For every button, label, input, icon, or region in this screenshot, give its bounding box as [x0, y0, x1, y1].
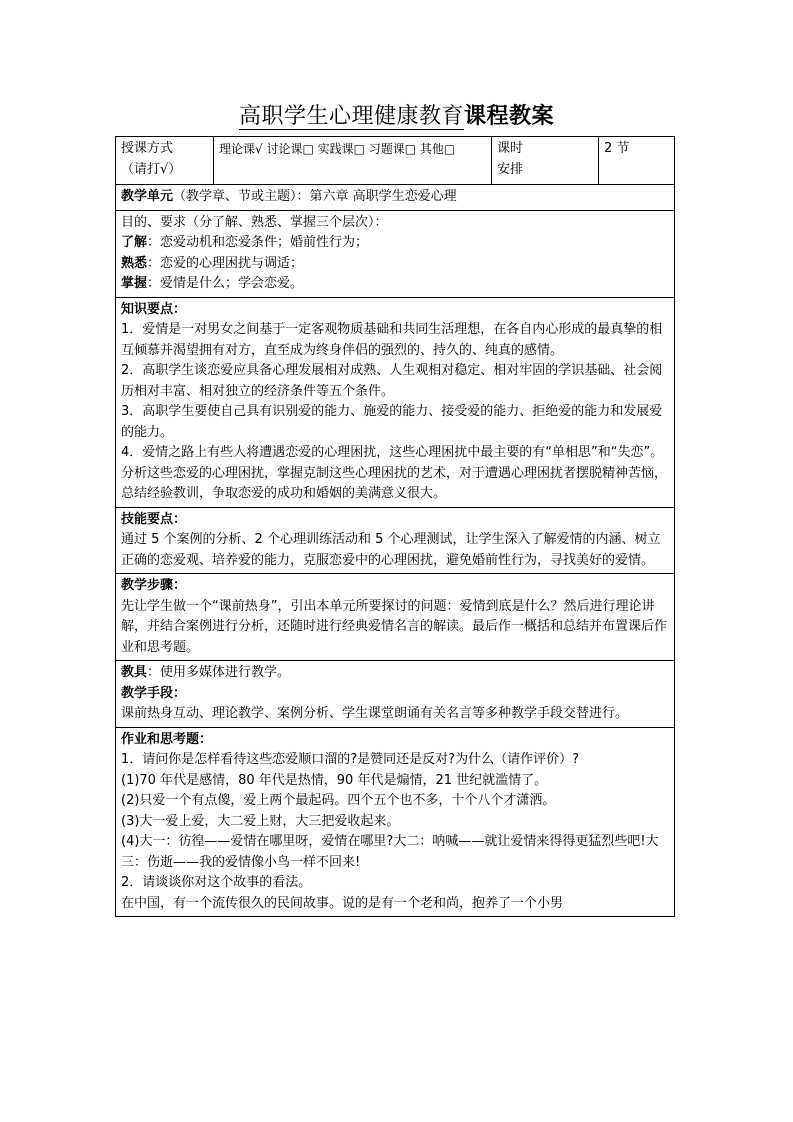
goal-understand-label: 了解	[121, 235, 148, 250]
teaching-mode-label-cell	[116, 137, 214, 185]
tools-row	[116, 661, 675, 728]
means-label: 教学手段：	[121, 685, 187, 701]
title-part-plan: 课程教案	[464, 104, 555, 129]
goals-row	[116, 210, 675, 297]
tools-cell	[116, 661, 675, 728]
goal-understand	[121, 233, 669, 254]
homework-line: 在中国，有一个流传很久的民间故事。说的是有一个老和尚，抱养了一个小男	[121, 895, 564, 911]
tools-text: ：使用多媒体进行教学。	[147, 665, 291, 680]
teaching-mode-hint: （请打√）	[121, 161, 182, 177]
skills-row	[116, 507, 675, 574]
class-hours-label-cell	[492, 137, 599, 185]
knowledge-row	[116, 297, 675, 507]
teaching-mode-row	[116, 137, 675, 185]
goals-intro: 目的、要求（分了解、熟悉、掌握三个层次）：	[121, 214, 388, 230]
teaching-unit-text: （教学章、节或主题）：第六章 高职学生恋爱心理	[173, 189, 457, 204]
tools-line	[121, 663, 669, 684]
teaching-mode-options-cell	[214, 137, 492, 185]
homework-cell	[116, 727, 675, 917]
teaching-mode-options: 理论课√ 讨论课□ 实践课□ 习题课□ 其他□	[219, 142, 456, 156]
goal-familiar-text: ：恋爱的心理困扰与调适；	[147, 255, 304, 271]
knowledge-item: 3．高职学生要使自己具有识别爱的能力、施爱的能力、接受爱的能力、拒绝爱的能力和发展爱的能力。	[121, 404, 663, 440]
homework-line: (3)大一爱上爱，大二爱上财，大三把爱收起来。	[121, 813, 400, 829]
teaching-unit-label: 教学单元	[121, 189, 174, 204]
knowledge-label: 知识要点：	[121, 301, 187, 317]
title-part-course: 高职学生心理健康教育	[238, 104, 464, 129]
teaching-unit-row	[116, 185, 675, 211]
teaching-mode-label: 授课方式	[121, 141, 174, 156]
goal-master-label: 掌握	[121, 276, 148, 291]
goal-master-text: ：爱情是什么；学会恋爱。	[147, 276, 304, 291]
knowledge-item: 2．高职学生谈恋爱应具备心理发展相对成熟、人生观相对稳定、相对牢固的学识基础、社会阅历相对丰富、相对独立的经济条件等五个条件。	[121, 363, 663, 399]
skills-text: 通过 5 个案例的分析、2 个心理训练活动和 5 个心理测试，让学生深入了解爱情的内涵、树立正确的恋爱观、培养爱的能力，克服恋爱中的心理困扰，避免婚前性行为，寻找美好的爱情。	[121, 532, 661, 568]
steps-row	[116, 574, 675, 661]
homework-line: (2)只爱一个有点傻，爱上两个最起码。四个五个也不多，十个八个才潇洒。	[121, 793, 556, 808]
homework-line: 1．请问你是怎样看待这些恋爱顺口溜的?是赞同还是反对?为什么（请作评价）?	[121, 752, 579, 767]
homework-line: (1)70 年代是感情，80 年代是热情，90 年代是煽情，21 世纪就滥情了。	[121, 772, 548, 788]
skills-cell	[116, 507, 675, 574]
lesson-plan-table	[115, 136, 675, 917]
goal-familiar	[121, 254, 669, 275]
homework-row	[116, 727, 675, 917]
knowledge-item: 4．爱情之路上有些人将遭遇恋爱的心理困扰，这些心理困扰中最主要的有“单相思”和“失恋”。分析这些恋爱的心理困扰，掌握克制这些心理困扰的艺术，对于遭遇心理困扰者摆脱精神苦恼，总结经验教训，争取恋爱的成功和婚姻的美满意义很大。	[121, 445, 668, 501]
class-hours-value-cell	[599, 137, 675, 185]
goals-cell	[116, 210, 675, 297]
knowledge-cell	[116, 297, 675, 507]
knowledge-item: 1．爱情是一对男女之间基于一定客观物质基础和共同生活理想，在各自内心形成的最真挚的相互倾慕并渴望拥有对方，直至成为终身伴侣的强烈的、持久的、纯真的感情。	[121, 322, 663, 358]
class-hours-value: 2 节	[604, 141, 630, 156]
page-title	[0, 100, 793, 134]
steps-label: 教学步骤：	[121, 578, 187, 593]
goal-familiar-label: 熟悉	[121, 255, 148, 271]
goal-understand-text: ：恋爱动机和恋爱条件；婚前性行为；	[147, 235, 369, 250]
homework-label: 作业和思考题：	[121, 731, 213, 747]
homework-line: (4)大一：彷徨——爱情在哪里呀，爱情在哪里?大二：呐喊——就让爱情来得得更猛烈些吧!大三：伤逝——我的爱情像小鸟一样不回来!	[121, 834, 659, 870]
steps-text: 先让学生做一个“课前热身”，引出本单元所要探讨的问题：爱情到底是什么？然后进行理论讲解，并结合案例进行分析，还随时进行经典爱情名言的解读。最后作一概括和总结并布置课后作业和思考题。	[121, 598, 668, 655]
goal-master	[121, 274, 669, 295]
class-hours-label-1: 课时	[497, 141, 524, 156]
teaching-unit-cell	[116, 185, 675, 211]
steps-cell	[116, 574, 675, 661]
class-hours-label-2: 安排	[497, 161, 524, 177]
means-text: 课前热身互动、理论教学、案例分析、学生课堂朗诵有关名言等多种教学手段交替进行。	[121, 706, 629, 721]
homework-line: 2．请谈谈你对这个故事的看法。	[121, 875, 312, 890]
tools-label: 教具	[121, 665, 148, 680]
skills-label: 技能要点：	[121, 511, 187, 527]
